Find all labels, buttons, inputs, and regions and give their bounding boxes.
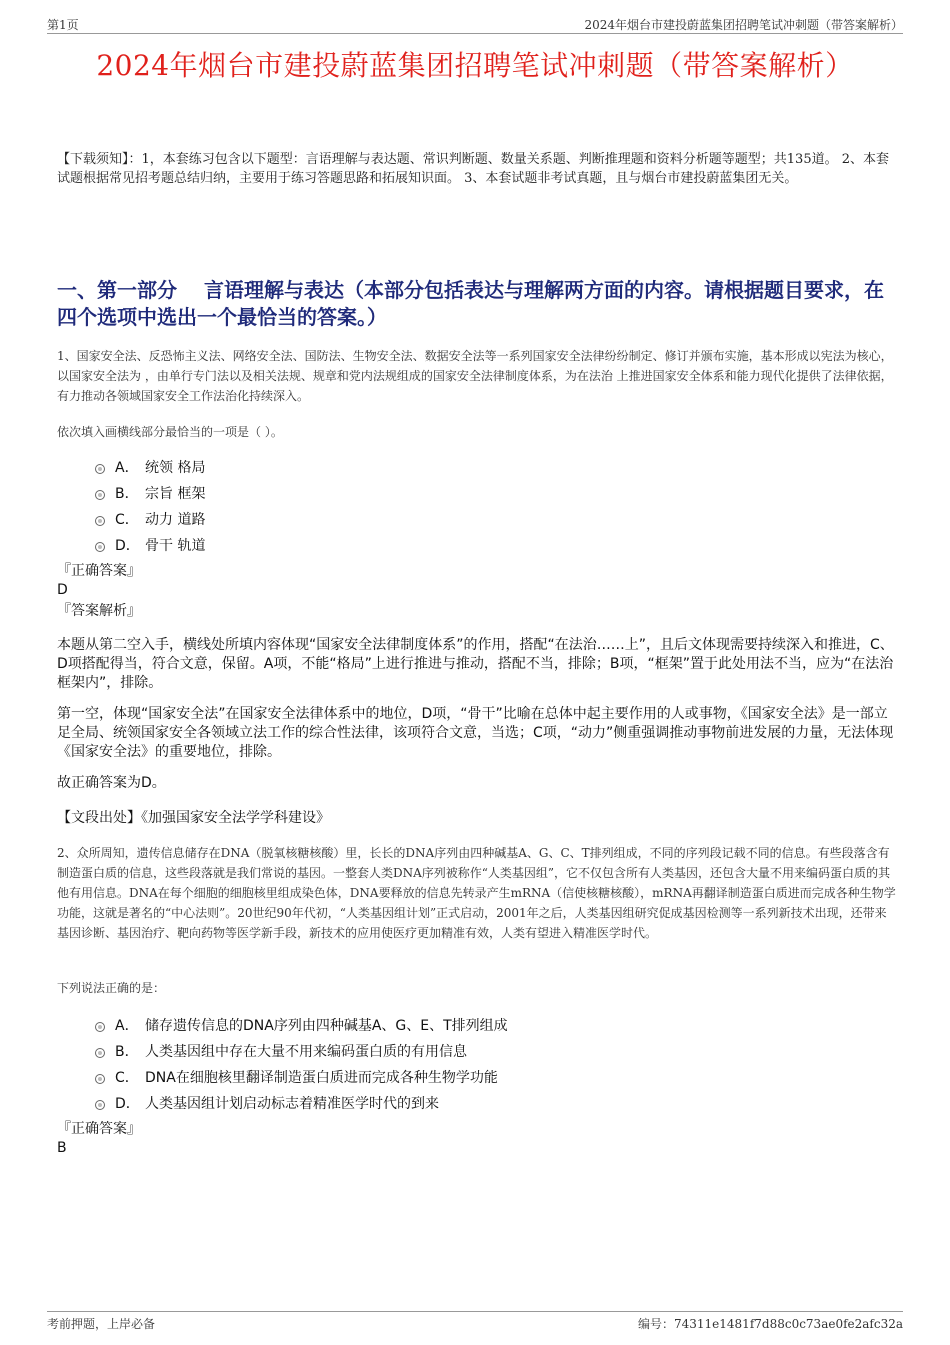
option-letter: D． [115,1096,140,1112]
option-letter: D． [115,538,140,554]
option-letter: C． [115,512,139,528]
radio-icon[interactable] [95,464,105,474]
source-citation: 【文段出处】《加强国家安全法学学科建设》 [57,810,330,826]
radio-icon[interactable] [95,516,105,526]
page-footer [47,1311,903,1335]
question-1-option-b[interactable] [95,480,205,506]
page-header [47,14,903,34]
question-2-options [95,1012,508,1116]
explanation-paragraph: 第一空，体现“国家安全法”在国家安全法律体系中的地位，D项，“骨干”比喻在总体中起主要作用的人或事物，《国家安全法》是一部立足全局、统领国家安全各领域立法工作的综合性法律，该项符合文意，当选；C项，“动力”侧重强调推动事物前进发展的力量，无法体现《国家安全法》的重要地位，排除。 [57,706,894,760]
question-1-option-c[interactable] [95,506,205,532]
radio-icon[interactable] [95,1074,105,1084]
footer-serial: 编号：74311e1481f7d88c0c73ae0fe2afc32a [638,1317,903,1331]
option-text: 宗旨 框架 [145,486,206,502]
question-2-option-c[interactable] [95,1064,508,1090]
option-letter: B． [115,486,139,502]
page-number: 第1页 [47,18,79,32]
option-text: 动力 道路 [145,512,206,528]
option-text: DNA在细胞核里翻译制造蛋白质进而完成各种生物学功能 [145,1070,498,1086]
option-text: 骨干 轨道 [145,538,206,554]
radio-icon[interactable] [95,1100,105,1110]
explanation-paragraph: 本题从第二空入手，横线处所填内容体现“国家安全法律制度体系”的作用，搭配“在法治……上”，且后文体现需要持续深入和推进，C、D项搭配得当，符合文意，保留。A项，不能“格局”上进行推进与推动，搭配不当，排除；B项，“框架”置于此处用法不当，应为“在法治框架内”，排除。 [57,637,894,691]
option-letter: C． [115,1070,139,1086]
question-1-answer [57,562,898,621]
option-text: 人类基因组计划启动标志着精准医学时代的到来 [145,1096,439,1112]
section-title: 一、第一部分 言语理解与表达（本部分包括表达与理解两方面的内容。请根据题目要求，在四个选项中选出一个最恰当的答案。） [57,278,884,329]
question-1-options [95,454,205,558]
header-doc-title: 2024年烟台市建投蔚蓝集团招聘笔试冲刺题（带答案解析） [584,18,903,32]
question-2-option-b[interactable] [95,1038,508,1064]
question-1-option-d[interactable] [95,532,205,558]
question-2-prompt: 下列说法正确的是： [57,981,166,995]
question-1-option-a[interactable] [95,454,205,480]
explanation-paragraph: 故正确答案为D。 [57,775,166,791]
question-2-option-a[interactable] [95,1012,508,1038]
radio-icon[interactable] [95,542,105,552]
question-2-option-d[interactable] [95,1090,508,1116]
radio-icon[interactable] [95,490,105,500]
option-text: 统领 格局 [145,460,206,476]
question-1-prompt: 依次填入画横线部分最恰当的一项是（ ）。 [57,425,283,439]
explanation-label: 『答案解析』 [57,603,141,619]
answer-value: D [57,582,68,598]
option-letter: A． [115,1018,139,1034]
radio-icon[interactable] [95,1048,105,1058]
question-2-stem: 2、众所周知，遗传信息储存在DNA（脱氧核糖核酸）里，长长的DNA序列由四种碱基A、G、C、T排列组成，不同的序列段记载不同的信息。有些段落含有制造蛋白质的信息，这些段落就是我们常说的基因。一整套人类DNA序列被称作“人类基因组”，它不仅包含所有人类基因，还包含大量不用来编码蛋白质的其他有用信息。DNA在每个细胞的细胞核里组成染色体，DNA要释放的信息先转录产生mRNA（信使核糖核酸），mRNA再翻译制造蛋白质进而完成各种生物学功能，这就是著名的“中心法则”。20世纪90年代初，“人类基因组计划”正式启动，2001年之后，人类基因组研究促成基因检测等一系列新技术出现，还带来基因诊断、基因治疗、靶向药物等医学新手段，新技术的应用使医疗更加精准有效，人类有望进入精准医学时代。 [57,846,896,940]
answer-value: B [57,1140,67,1156]
question-1-stem: 1、国家安全法、反恐怖主义法、网络安全法、国防法、生物安全法、数据安全法等一系列国家安全法律纷纷制定、修订并颁布实施，基本形成以宪法为核心，以国家安全法为 ，由单行专门法以及相关法规、规章和党内法规组成的国家安全法律制度体系，为在法治 上推进国家安全体系和能力现代化提供了法律依据，有力推动各领域国家安全工作法治化持续深入。 [57,349,893,403]
answer-label: 『正确答案』 [57,1121,141,1137]
option-text: 人类基因组中存在大量不用来编码蛋白质的有用信息 [145,1044,467,1060]
option-letter: A． [115,460,139,476]
option-letter: B． [115,1044,139,1060]
radio-icon[interactable] [95,1022,105,1032]
footer-slogan: 考前押题，上岸必备 [47,1317,156,1331]
question-2-answer [57,1120,898,1158]
answer-label: 『正确答案』 [57,563,141,579]
option-text: 储存遗传信息的DNA序列由四种碱基A、G、E、T排列组成 [145,1018,508,1034]
download-notice: 【下载须知】：1，本套练习包含以下题型：言语理解与表达题、常识判断题、数量关系题、判断推理题和资料分析题等题型；共135道。 2、本套试题根据常见招考题总结归纳，主要用于练习答题思路和拓展知识面。 3、本套试题非考试真题，且与烟台市建投蔚蓝集团无关。 [57,152,889,186]
page-title: 2024年烟台市建投蔚蓝集团招聘笔试冲刺题（带答案解析） [96,49,854,82]
